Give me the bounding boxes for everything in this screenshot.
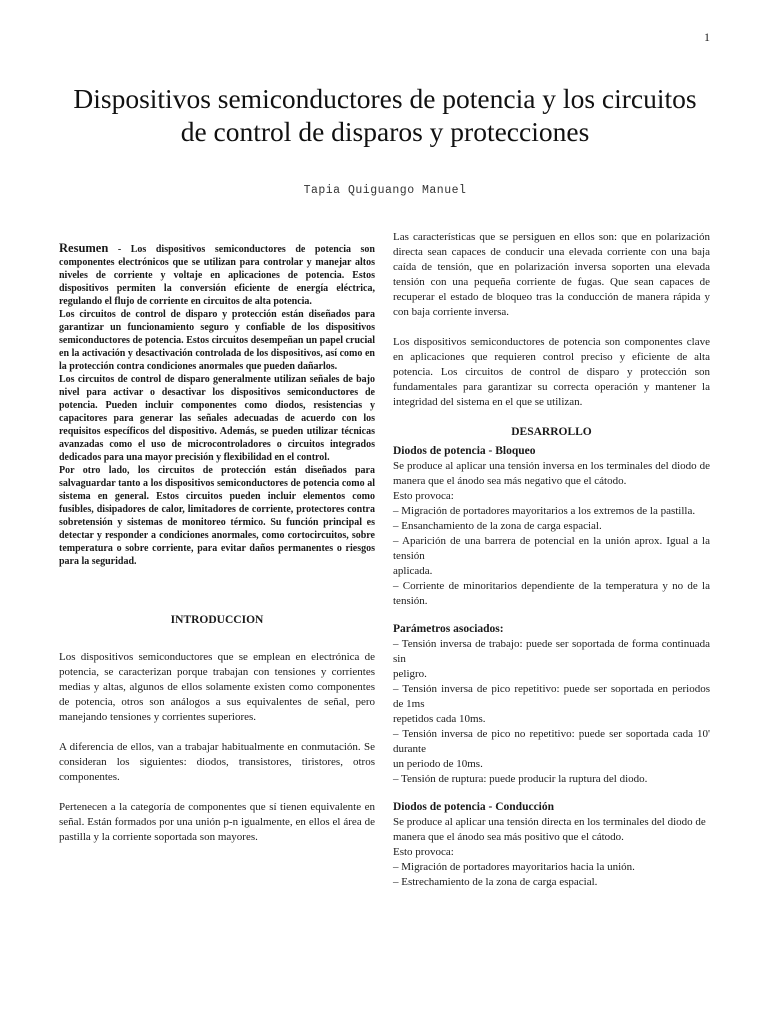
text-line: Esto provoca: — [393, 490, 454, 502]
text-line: – Aparición de una barrera de potencial en la unión aprox. Igual a la tensión — [393, 535, 710, 562]
text-line: – Corriente de minoritarios dependiente de la temperatura y no de la tensión. — [393, 580, 710, 607]
abstract-text: Los dispositivos semiconductores de potencia son componentes electrónicos que se utilizan para controlar y manejar altos niveles de corriente y voltaje en aplicaciones de potencia. Estos dispositivos permiten la conversión eficiente de energía eléctrica, regulando el flujo de corriente en circuitos de alta potencia. — [59, 244, 375, 307]
left-column — [59, 242, 375, 845]
page-number: 1 — [704, 30, 710, 44]
text-line: repetidos cada 10ms. — [393, 713, 486, 725]
text-line: – Migración de portadores mayoritarios a los extremos de la pastilla. — [393, 505, 696, 517]
body-paragraph: Las características que se persiguen en ellos son: que en polarización directa sean capaces de conducir una elevada corriente con una baja caída de tensión, que en polarización inversa soporten una elevada tensión con una pequeña corriente de fugas. Que sean capaces de recuperar el estado de bloqueo tras la conducción de manera rápida y con baja corriente inversa. — [393, 231, 710, 318]
abstract-paragraph: Los circuitos de control de disparo generalmente utilizan señales de bajo nivel para activar o desactivar los dispositivos semiconductores de potencia. Pueden incluir componentes como diodos, resistencias y capacitores para generar las señales adecuadas de acuerdo con los requisitos específicos del dispositivo. Además, se pueden utilizar técnicas avanzadas como el uso de microcontroladores o circuitos integrados dedicados para una mayor precisión y flexibilidad en el control. — [59, 374, 375, 463]
abstract — [59, 242, 375, 568]
text-line: un periodo de 10ms. — [393, 758, 483, 770]
abstract-separator: - — [108, 244, 131, 255]
text-line: – Tensión inversa de pico no repetitivo: puede ser soportada cada 10' durante — [393, 728, 710, 755]
section-heading-desarrollo: DESARROLLO — [511, 426, 592, 438]
text-line: manera que el ánodo sea más positivo que el cátodo. — [393, 831, 624, 843]
intro-paragraph: A diferencia de ellos, van a trabajar habitualmente en conmutación. Se consideran los siguientes: diodos, transistores, tiristores, otros componentes. — [59, 741, 375, 783]
text-line: Esto provoca: — [393, 846, 454, 858]
text-line: – Ensanchamiento de la zona de carga espacial. — [393, 520, 602, 532]
intro-paragraph: Pertenecen a la categoría de componentes que sí tienen equivalente en señal. Están formados por una unión p-n igualmente, en ellos el área de pastilla y la corriente soportada son mayores. — [59, 801, 375, 843]
text-line: aplicada. — [393, 565, 433, 577]
subsection-heading-conduccion: Diodos de potencia - Conducción — [393, 801, 555, 813]
text-line: – Tensión inversa de trabajo: puede ser soportada de forma continuada sin — [393, 638, 710, 665]
text-line: – Tensión inversa de pico repetitivo: puede ser soportada en periodos de 1ms — [393, 683, 710, 710]
body-paragraph: Los dispositivos semiconductores de potencia son componentes clave en aplicaciones que requieren control preciso y eficiente de alta potencia. Los circuitos de control de disparo y protección son fundamentales para garantizar su correcta operación y mantener la integridad del sistema en el que se utilizan. — [393, 336, 710, 408]
text-line: – Migración de portadores mayoritarios hacia la unión. — [393, 861, 635, 873]
abstract-paragraph: Por otro lado, los circuitos de protección están diseñados para salvaguardar tanto a los dispositivos semiconductores de potencia como al sistema en general. Estos circuitos pueden incluir elementos como fusibles, disipadores de calor, limitadores de corriente, protectores contra sobretensión y sistemas de monitoreo térmico. Su función principal es detectar y responder a condiciones anormales, como cortocircuitos, sobre temperatura o sobre corriente, para evitar daños permanentes o riesgos para la seguridad. — [59, 465, 375, 567]
paper-title: Dispositivos semiconductores de potencia y los circuitos de control de disparos y protecciones — [73, 83, 697, 147]
abstract-paragraph: Los circuitos de control de disparo y protección están diseñados para garantizar un funcionamiento seguro y confiable de los dispositivos semiconductores de potencia. Estos circuitos desempeñan un papel crucial en la activación y desactivación controlada de los dispositivos, así como en la protección contra condiciones anormales que pueden dañarlos. — [59, 309, 375, 372]
abstract-lead: Resumen — [59, 241, 109, 255]
section-heading-introduccion: INTRODUCCION — [170, 614, 264, 626]
text-line: peligro. — [393, 668, 427, 680]
author-name: Tapia Quiguango Manuel — [303, 184, 467, 197]
text-line: – Tensión de ruptura: puede producir la ruptura del diodo. — [393, 773, 648, 785]
subsection-heading-bloqueo: Diodos de potencia - Bloqueo — [393, 445, 536, 457]
subsection-heading-parametros: Parámetros asociados: — [393, 623, 504, 635]
text-line: Se produce al aplicar una tensión inversa en los terminales del diodo de manera que el ánodo sea más negativo que el cátodo. — [393, 460, 710, 487]
text-line: Se produce al aplicar una tensión directa en los terminales del diodo de — [393, 816, 706, 828]
abstract-paragraph — [59, 242, 375, 308]
text-line: – Estrechamiento de la zona de carga espacial. — [393, 876, 598, 888]
right-column — [393, 230, 710, 890]
intro-paragraph: Los dispositivos semiconductores que se emplean en electrónica de potencia, se caracterizan porque trabajan con tensiones y corrientes medias y altas, algunos de ellos solamente existen como componentes de potencia, otros son análogos a sus equivalentes de señal, pero manejando tensiones y corrientes superiores. — [59, 651, 375, 723]
